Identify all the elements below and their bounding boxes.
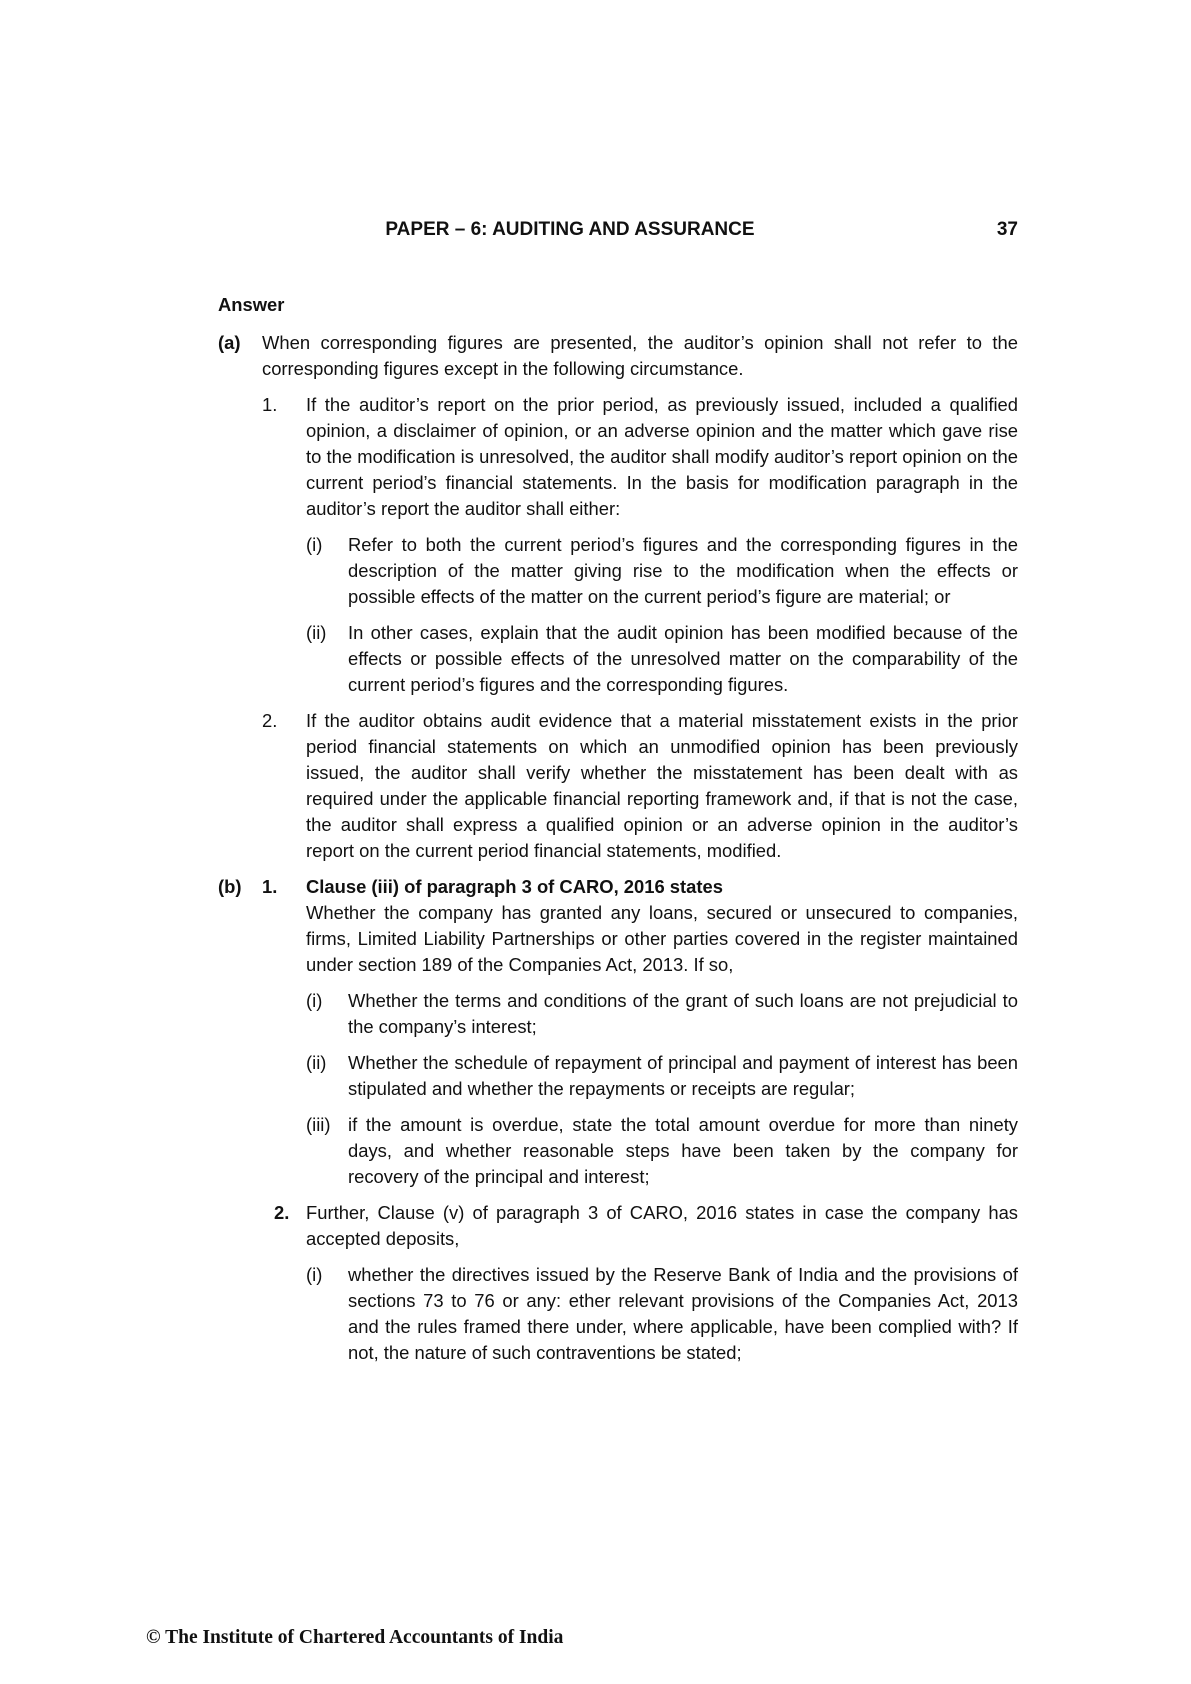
part-b-item-1-sub-iii xyxy=(306,1112,1018,1190)
part-b-item-2-sub-i xyxy=(306,1262,1018,1366)
sub-text: Whether the terms and conditions of the grant of such loans are not prejudicial to the company’s interest; xyxy=(348,990,1018,1037)
part-a-item-2-text: If the auditor obtains audit evidence that a material misstatement exists in the prior period financial statements on which an unmodified opinion has been previously issued, the auditor shall verify whether the misstatement has been dealt with as required under the applicable financial reporting framework and, if that is not the case, the auditor shall express a qualified opinion or an adverse opinion in the auditor’s report on the current period financial statements, modified. xyxy=(306,710,1018,861)
part-b-item-2 xyxy=(262,1200,1018,1366)
part-a-item-2-label: 2. xyxy=(262,710,278,731)
sub-text: Refer to both the current period’s figures and the corresponding figures in the description of the matter giving rise to the modification when the effects or possible effects of the matter on the current period’s figure are material; or xyxy=(348,534,1018,607)
part-b-item-2-label: 2. xyxy=(274,1202,290,1223)
part-b-item-1-title: Clause (iii) of paragraph 3 of CARO, 2016 states xyxy=(306,876,723,897)
sub-text: Whether the schedule of repayment of principal and payment of interest has been stipulated and whether the repayments or receipts are regular; xyxy=(348,1052,1018,1099)
part-a-item-1-sub-ii xyxy=(306,620,1018,698)
part-b-item-1-text: Whether the company has granted any loans, secured or unsecured to companies, firms, Limited Liability Partnerships or other parties covered in the register maintained under section 189 of the Companies Act, 2013. If so, xyxy=(306,902,1018,975)
part-a xyxy=(218,330,1018,864)
sub-label: (ii) xyxy=(306,622,327,643)
sub-label: (i) xyxy=(306,990,323,1011)
part-a-item-1-text: If the auditor’s report on the prior period, as previously issued, included a qualified opinion, a disclaimer of opinion, or an adverse opinion and the matter which gave rise to the modification is unresolved, the auditor shall modify auditor’s report opinion on the current period’s financial statements. In the basis for modification paragraph in the auditor’s report the auditor shall either: xyxy=(306,394,1018,519)
page-header-title: PAPER – 6: AUDITING AND ASSURANCE xyxy=(385,219,755,240)
part-b-item-1-sub-ii xyxy=(306,1050,1018,1102)
sub-label: (i) xyxy=(306,1264,323,1285)
sub-label: (ii) xyxy=(306,1052,327,1073)
sub-text: In other cases, explain that the audit opinion has been modified because of the effects or possible effects of the unresolved matter on the comparability of the current period’s figures and the corresponding figures. xyxy=(348,622,1018,695)
sub-text: if the amount is overdue, state the total amount overdue for more than ninety days, and whether reasonable steps have been taken by the company for recovery of the principal and interest; xyxy=(348,1114,1018,1187)
page-number: 37 xyxy=(996,219,1018,240)
part-b-label: (b) xyxy=(218,876,242,897)
part-a-item-2 xyxy=(262,708,1018,864)
page-content xyxy=(218,292,1018,1366)
part-a-label: (a) xyxy=(218,332,241,353)
copyright-footer: © The Institute of Chartered Accountants of India xyxy=(146,1627,564,1648)
part-b-item-2-text: Further, Clause (v) of paragraph 3 of CARO, 2016 states in case the company has accepted deposits, xyxy=(306,1202,1018,1249)
sub-label: (i) xyxy=(306,534,323,555)
sub-label: (iii) xyxy=(306,1114,331,1135)
part-b-item-1 xyxy=(262,874,1018,1190)
part-b-item-1-label: 1. xyxy=(262,876,278,897)
part-a-intro: When corresponding figures are presented, the auditor’s opinion shall not refer to the corresponding figures except in the following circumstance. xyxy=(262,332,1018,379)
part-a-item-1-label: 1. xyxy=(262,394,278,415)
answer-heading: Answer xyxy=(218,294,285,315)
sub-text: whether the directives issued by the Reserve Bank of India and the provisions of sections 73 to 76 or any: ether relevant provisions of the Companies Act, 2013 and the rules framed there under, where applicable, have been complied with? If not, the nature of such contraventions be stated; xyxy=(348,1264,1018,1363)
part-a-item-1-sub-i xyxy=(306,532,1018,610)
part-b xyxy=(218,874,1018,1366)
part-b-item-1-sub-i xyxy=(306,988,1018,1040)
part-a-item-1 xyxy=(262,392,1018,698)
